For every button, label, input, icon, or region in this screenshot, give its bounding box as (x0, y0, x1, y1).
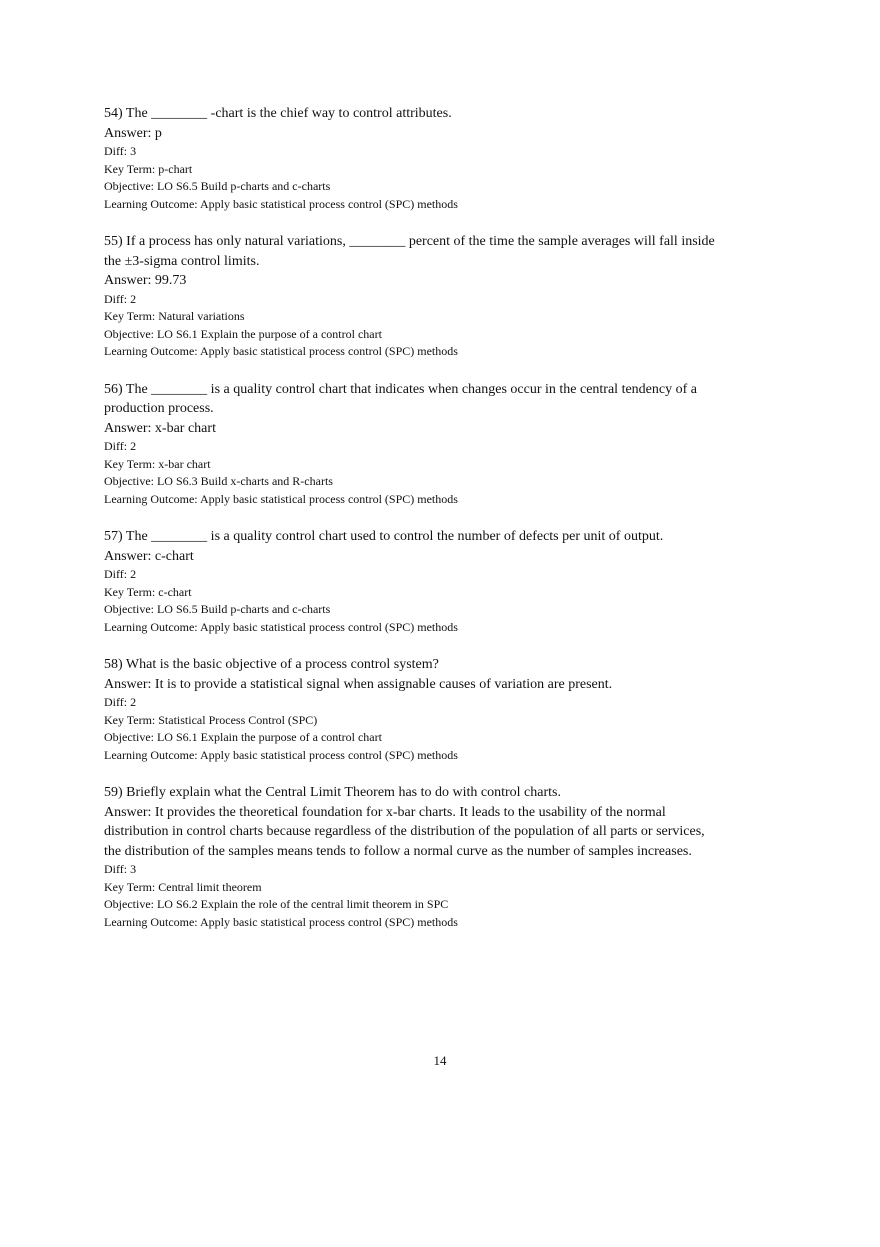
learning-outcome: Learning Outcome: Apply basic statistical process control (SPC) methods (104, 619, 458, 634)
learning-outcome: Learning Outcome: Apply basic statistical process control (SPC) methods (104, 914, 458, 929)
question-text: 58) What is the basic objective of a process control system? (104, 657, 439, 672)
difficulty: Diff: 2 (104, 291, 137, 306)
learning-outcome: Learning Outcome: Apply basic statistical process control (SPC) methods (104, 196, 458, 211)
objective: Objective: LO S6.1 Explain the purpose of a control chart (104, 326, 382, 341)
page-number: 14 (433, 1053, 447, 1068)
objective: Objective: LO S6.1 Explain the purpose of a control chart (104, 730, 382, 744)
question-text: 54) The ________ -chart is the chief way to control attributes. (104, 106, 452, 121)
difficulty: Diff: 2 (104, 695, 137, 709)
answer-text: Answer: p (104, 125, 162, 141)
answer-text: Answer: 99.73 (104, 273, 187, 288)
objective: Objective: LO S6.2 Explain the role of the central limit theorem in SPC (104, 897, 449, 911)
question-55 (104, 232, 724, 361)
answer-text: Answer: c-chart (104, 548, 194, 564)
question-text: 59) Briefly explain what the Central Limit Theorem has to do with control charts. (104, 785, 561, 800)
question-text: 55) If a process has only natural variations, ________ percent of the time the sample averages will fall inside the ±3-sigma control limits. (104, 234, 715, 269)
answer-text: Answer: It provides the theoretical foundation for x-bar charts. It leads to the usability of the normal distribution in control charts because regardless of the distribution of the population of all parts or services, the distribution of the samples means tends to follow a normal curve as the number of samples increases. (104, 804, 705, 859)
question-text: 57) The ________ is a quality control chart used to control the number of defects per unit of output. (104, 529, 664, 544)
objective: Objective: LO S6.5 Build p-charts and c-charts (104, 179, 331, 193)
key-term: Key Term: c-chart (104, 584, 192, 599)
question-54 (104, 104, 724, 213)
question-56 (104, 380, 724, 509)
question-58 (104, 655, 724, 764)
learning-outcome: Learning Outcome: Apply basic statistical process control (SPC) methods (104, 344, 458, 358)
key-term: Key Term: p-chart (104, 161, 193, 176)
learning-outcome: Learning Outcome: Apply basic statistical process control (SPC) methods (104, 491, 458, 506)
learning-outcome: Learning Outcome: Apply basic statistical process control (SPC) methods (104, 747, 458, 762)
question-59 (104, 783, 724, 931)
question-text: 56) The ________ is a quality control chart that indicates when changes occur in the central tendency of a production process. (104, 381, 697, 416)
question-list (104, 104, 724, 950)
difficulty: Diff: 2 (104, 439, 137, 453)
difficulty: Diff: 3 (104, 862, 137, 876)
key-term: Key Term: Central limit theorem (104, 879, 262, 894)
key-term: Key Term: x-bar chart (104, 456, 211, 471)
difficulty: Diff: 2 (104, 567, 137, 581)
question-57 (104, 527, 724, 636)
key-term: Key Term: Statistical Process Control (SPC) (104, 712, 318, 727)
objective: Objective: LO S6.3 Build x-charts and R-charts (104, 474, 333, 488)
answer-text: Answer: It is to provide a statistical signal when assignable causes of variation are present. (104, 676, 613, 692)
objective: Objective: LO S6.5 Build p-charts and c-charts (104, 602, 331, 616)
difficulty: Diff: 3 (104, 144, 137, 158)
key-term: Key Term: Natural variations (104, 309, 245, 323)
answer-text: Answer: x-bar chart (104, 420, 216, 436)
